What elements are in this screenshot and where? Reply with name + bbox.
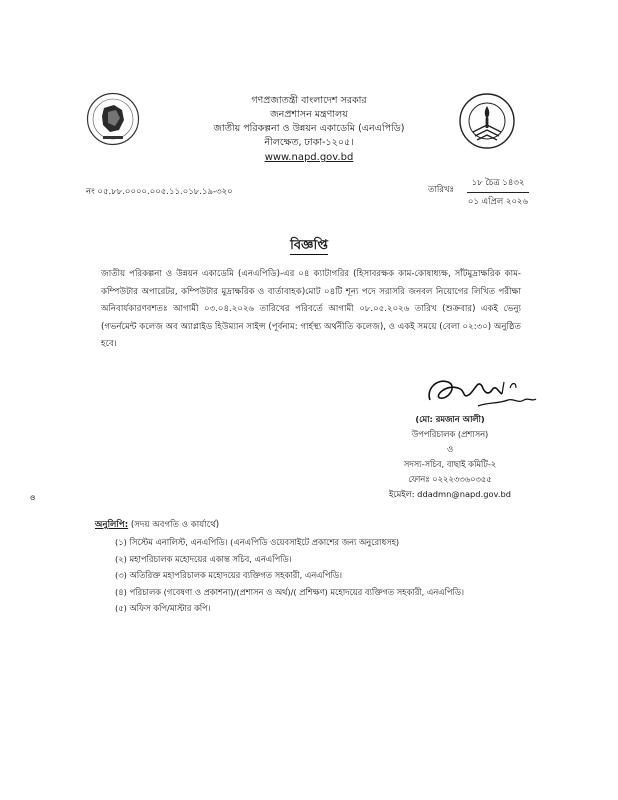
header-government: গণপ্রজাতন্ত্রী বাংলাদেশ সরকার: [251, 95, 367, 106]
notice-body: জাতীয় পরিকল্পনা ও উন্নয়ন একাডেমি (এনএপিডি)-এর ০৪ ক্যাটাগরির (হিসাবরক্ষক কাম-কোষাধ্যক্ষ, সাঁটমুদ্রাক্ষরিক কাম-কম্পিউটার অপারেটর, কম্পিউটার মুদ্রাক্ষরিক ও বার্তাবাহক)মোট ০৪টি শূন্য পদে সরাসরি জনবল নিয়োগের লিখিত পরীক্ষা অনিবার্যকারণবশতঃ আগামী ০৩.০৪.২০২৬ তারিখের পরিবর্তে আগামী ০৮.০৫.২০২৬ তারিখ (শুক্রবার) একই ভেন্যু (গভর্নমেন্ট কলেজ অব অ্যাপ্লাইড হিউম্যান সাইন্স (পূর্বনাম: গার্হস্থ্য অর্থনীতি কলেজ), ও একই সময়ে (বেলা ০২:৩০) অনুষ্ঠিত হবে।: [101, 269, 521, 349]
cc-item: (৪) পরিচালক (গবেষণা ও প্রকাশনা)/(প্রশাসন ও অর্থ)/( প্রশিক্ষণ) মহোদয়ের ব্যক্তিগত সহকারী, এনএপিডি।: [115, 586, 464, 597]
signatory-designation: উপপরিচালক (প্রশাসন): [411, 429, 489, 439]
cc-heading: অনুলিপি: (সদয় অবগতি ও কার্যার্থে): [95, 520, 220, 530]
signatory-name: (মো: রমজান আলী): [415, 414, 485, 424]
website-link[interactable]: www.napd.gov.bd: [264, 152, 354, 163]
cc-item: (১) সিস্টেম এনালিস্ট, এনএপিডি। (এনএপিডি ওয়েবসাইটে প্রকাশের জন্য অনুরোধসহ): [115, 537, 400, 547]
header-ministry: জনপ্রশাসন মন্ত্রণালয়: [270, 109, 348, 120]
header-address: নীলক্ষেত, ঢাকা-১২০৫।: [264, 137, 354, 148]
notice-title: বিজ্ঞপ্তি: [290, 238, 328, 253]
cc-list: [115, 534, 535, 617]
signatory-role: সদস্য-সচিব, বাছাই কমিটি-২: [403, 459, 497, 469]
signatory-conjunction: ও: [446, 444, 454, 454]
cc-heading-note: (সদয় অবগতি ও কার্যার্থে): [130, 520, 220, 530]
signatory-phone: ফোনঃ ০২২২৩৩৬০৩৫৫: [408, 474, 492, 484]
margin-mark: ɞ: [30, 493, 36, 502]
cc-item: (৫) অফিস কপি/মাস্টার কপি।: [115, 603, 211, 613]
date-bangla: ১৮ চৈত্র ১৪৩২: [467, 176, 529, 193]
date-block: [467, 176, 529, 209]
signatory-email: ইমেইল: ddadmn@napd.gov.bd: [388, 489, 511, 499]
signature-block: [350, 412, 550, 502]
napd-emblem-icon: [458, 92, 516, 150]
cc-item: (৩) অতিরিক্ত মহাপরিচালক মহোদয়ের ব্যক্তিগত সহকারী, এনএপিডি।: [115, 570, 342, 580]
cc-item: (২) মহাপরিচালক মহোদয়ের একান্ত সচিব, এনএপিডি।: [115, 553, 292, 564]
memo-number: নং ০৫.৮৮.০০০০.০০৫.১১.০১৮.১৯-৩২০: [86, 187, 233, 197]
handwritten-signature: [418, 370, 548, 416]
date-label: তারিখঃ: [428, 185, 455, 195]
date-english: ০১ এপ্রিল ২০২৬: [467, 197, 529, 207]
header-academy: জাতীয় পরিকল্পনা ও উন্নয়ন একাডেমি (এনএপিডি): [213, 123, 405, 134]
